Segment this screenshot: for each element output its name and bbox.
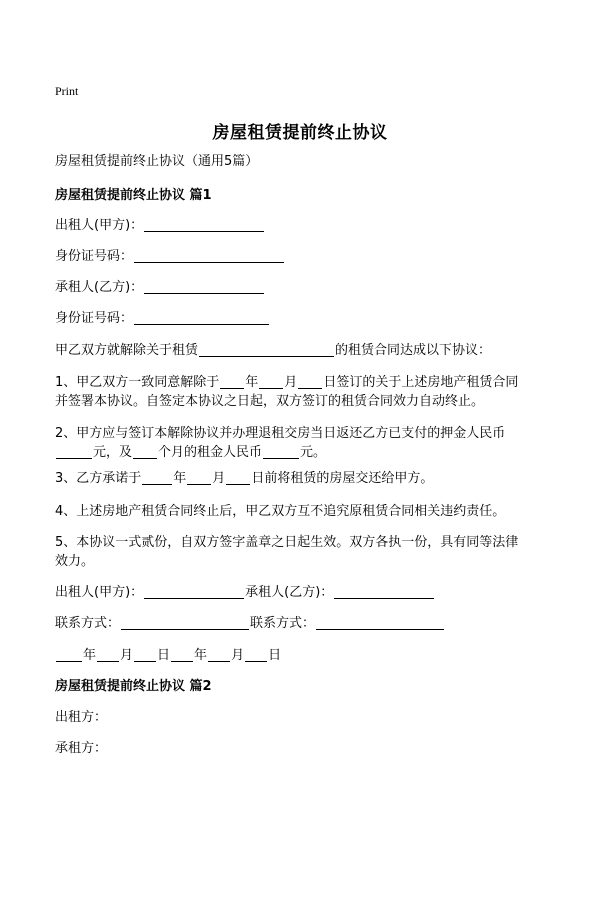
clause-1-year-blank <box>220 374 244 389</box>
contact-label-2: 联系方式： <box>250 616 316 631</box>
deposit-blank <box>56 444 92 459</box>
clause-1-text-b: 日签订的关于上述房地产租赁合同 <box>323 375 519 390</box>
date-month-2: 月 <box>231 648 245 663</box>
lessor-line <box>55 216 265 236</box>
clause-2-text-a: 元，及 <box>93 445 133 460</box>
article-2-lessee: 承租方： <box>55 741 108 756</box>
date-day-1: 日 <box>157 648 171 663</box>
date-day-2: 日 <box>268 648 282 663</box>
page-title: 房屋租赁提前终止协议 <box>212 123 388 143</box>
clause-3-month: 月 <box>212 471 226 486</box>
lessor-label: 出租人(甲方)： <box>55 218 144 233</box>
clause-3-line <box>55 469 433 489</box>
clause-3-month-blank <box>187 470 211 485</box>
sign-lessor-blank <box>144 584 244 599</box>
signature-line <box>55 583 435 603</box>
clause-1-month: 月 <box>284 375 298 390</box>
id-blank-1 <box>134 248 284 263</box>
clause-3-year-blank <box>142 470 172 485</box>
clause-1-day-blank <box>298 374 322 389</box>
sign-lessee-label: 承租人(乙方)： <box>245 585 334 600</box>
article-1-heading: 房屋租赁提前终止协议 篇1 <box>55 188 212 203</box>
date-year-blank-2 <box>171 647 193 662</box>
clause-1-month-blank <box>259 374 283 389</box>
id-line-1 <box>55 247 285 267</box>
lessee-blank <box>144 279 264 294</box>
clause-2-text-b: 个月的租金人民币 <box>158 445 263 460</box>
clause-3-day-blank <box>226 470 250 485</box>
clause-2-line-2 <box>55 443 326 463</box>
date-month-1: 月 <box>120 648 134 663</box>
months-blank <box>133 444 157 459</box>
clause-1-line-2: 并签署本协议。自签定本协议之日起，双方签订的租赁合同效力自动终止。 <box>55 394 485 409</box>
preamble-text-a: 甲乙双方就解除关于租赁 <box>55 343 199 358</box>
clause-2-line-1: 2、甲方应与签订本解除协议并办理退租交房当日返还乙方已支付的押金人民币 <box>55 426 506 441</box>
lessor-blank <box>144 217 264 232</box>
lessee-label: 承租人(乙方)： <box>55 280 144 295</box>
id-blank-2 <box>134 310 269 325</box>
date-month-blank-1 <box>97 647 119 662</box>
clause-1-line-1 <box>55 373 518 393</box>
article-2-lessor: 出租方： <box>55 710 108 725</box>
id-label-1: 身份证号码： <box>55 249 134 264</box>
clause-3-text-a: 3、乙方承诺于 <box>55 471 142 486</box>
clause-3-year: 年 <box>173 471 187 486</box>
id-line-2 <box>55 309 270 329</box>
date-line <box>55 646 281 666</box>
clause-2-text-c: 元。 <box>300 445 327 460</box>
contact-blank-1 <box>121 615 249 630</box>
sign-lessor-label: 出租人(甲方)： <box>55 585 144 600</box>
date-month-blank-2 <box>208 647 230 662</box>
article-2-heading: 房屋租赁提前终止协议 篇2 <box>55 679 212 694</box>
date-year-1: 年 <box>83 648 97 663</box>
clause-4-line: 4、上述房地产租赁合同终止后，甲乙双方互不追究原租赁合同相关违约责任。 <box>55 504 506 519</box>
date-day-blank-2 <box>245 647 267 662</box>
date-year-2: 年 <box>194 648 208 663</box>
clause-5-line-1: 5、本协议一式贰份，自双方签字盖章之日起生效。双方各执一份，具有同等法律 <box>55 535 519 550</box>
sign-lessee-blank <box>334 584 434 599</box>
preamble-line <box>55 341 491 361</box>
preamble-text-b: 的租赁合同达成以下协议： <box>335 343 492 358</box>
premises-blank <box>199 342 334 357</box>
lessee-line <box>55 278 265 298</box>
rent-blank <box>263 444 299 459</box>
clause-3-text-b: 日前将租赁的房屋交还给甲方。 <box>251 471 434 486</box>
clause-1-year: 年 <box>245 375 259 390</box>
id-label-2: 身份证号码： <box>55 311 134 326</box>
document-subtitle: 房屋租赁提前终止协议（通用5篇） <box>55 154 259 169</box>
contact-blank-2 <box>316 615 444 630</box>
contact-label-1: 联系方式： <box>55 616 121 631</box>
contact-line <box>55 614 445 634</box>
clause-5-line-2: 效力。 <box>55 554 95 569</box>
print-link[interactable]: Print <box>55 84 79 98</box>
date-day-blank-1 <box>134 647 156 662</box>
date-year-blank-1 <box>56 647 82 662</box>
clause-1-text-a: 1、甲乙双方一致同意解除于 <box>55 375 220 390</box>
